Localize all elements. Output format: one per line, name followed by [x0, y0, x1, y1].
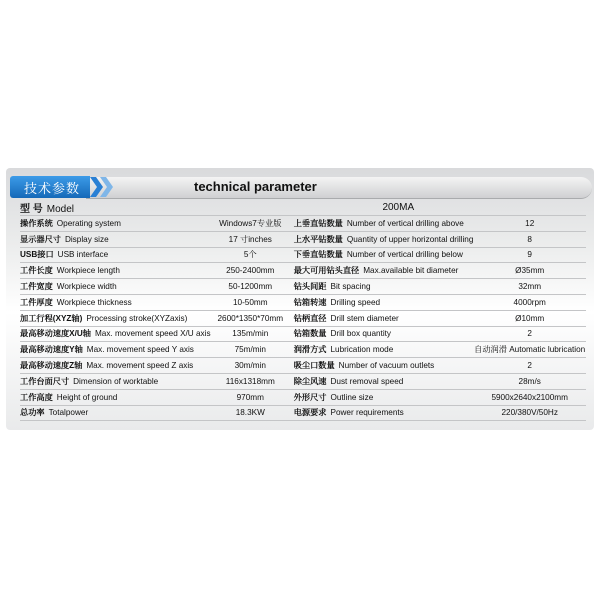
model-row [20, 199, 586, 216]
spec-label-cn: 总功率 [20, 408, 45, 418]
spec-value-left: 50-1200mm [228, 282, 273, 292]
spec-label-right [294, 405, 474, 421]
model-label-cn: 型 号 [20, 203, 43, 215]
spec-table [20, 199, 586, 421]
spec-label-cn: 最高移动速度Z轴 [20, 361, 83, 371]
spec-label-left [20, 310, 211, 326]
table-row [20, 231, 586, 247]
spec-label-cn: 钻箱数量 [293, 329, 327, 339]
spec-label-cn: 上水平钻数量 [293, 234, 343, 244]
spec-label-en: Bit spacing [330, 282, 371, 292]
spec-label-cn: 工作高度 [20, 392, 53, 402]
spec-label-cn: 上垂直钻数量 [293, 218, 343, 228]
spec-value-right: 4000rpm [513, 297, 546, 307]
spec-value-right: 32mm [518, 282, 542, 292]
spec-value-right: Ø35mm [515, 266, 545, 276]
section-header [10, 176, 588, 198]
spec-label-cn: 工作台面尺寸 [20, 376, 70, 386]
spec-value-right: 2 [527, 329, 532, 339]
spec-value-left: 10-50mm [232, 297, 268, 307]
spec-value-left: Windows7专业版 [219, 218, 282, 228]
spec-label-right [294, 326, 474, 342]
spec-label-cn: 润滑方式 [293, 345, 327, 355]
spec-label-left [20, 389, 211, 405]
spec-label-en: Drilling speed [330, 297, 381, 307]
table-row [20, 294, 586, 310]
spec-label-cn: 外形尺寸 [293, 392, 327, 402]
spec-label-left [20, 279, 211, 295]
spec-label-left [20, 247, 211, 263]
spec-value-right: 28m/s [518, 376, 541, 386]
spec-value-right: 5900x2640x2100mm [491, 392, 568, 402]
spec-value-left: 17 寸inches [228, 234, 272, 244]
spec-label-en: Workpiece thickness [56, 297, 132, 307]
spec-value-left: 2600*1350*70mm [217, 313, 284, 323]
spec-label-cn: 钻箱转速 [293, 297, 327, 307]
table-row [20, 373, 586, 389]
spec-label-right [294, 358, 474, 374]
chevron-right-icon [100, 177, 114, 197]
model-label-en: Model [46, 203, 75, 215]
spec-label-cn: 加工行程(XYZ轴) [20, 313, 83, 323]
spec-label-en: Quantity of upper horizontal drilling [346, 234, 474, 244]
spec-label-right [294, 247, 474, 263]
spec-value-left: 250-2400mm [226, 266, 275, 276]
spec-value-left: 135m/min [232, 329, 269, 339]
spec-value-left: 75m/min [234, 345, 266, 355]
spec-label-cn: 钻头间距 [293, 282, 327, 292]
header-title-cn: 技术参数 [24, 181, 81, 196]
spec-label-left [20, 294, 211, 310]
spec-value-right: 2 [527, 361, 532, 371]
spec-label-en: Power requirements [330, 408, 404, 418]
spec-label-en: Dust removal speed [330, 376, 404, 386]
table-row [20, 358, 586, 374]
spec-label-cn: USB接口 [20, 250, 54, 260]
spec-value-right: 220/380V/50Hz [501, 408, 558, 418]
spec-label-cn: 钻柄直径 [293, 313, 327, 323]
table-row [20, 216, 586, 232]
spec-label-cn: 工件厚度 [20, 297, 53, 307]
spec-label-right [294, 389, 474, 405]
spec-label-en: Display size [64, 234, 109, 244]
spec-label-left [20, 373, 211, 389]
model-value: 200MA [382, 201, 415, 213]
spec-label-en: Height of ground [56, 392, 118, 402]
table-row [20, 263, 586, 279]
spec-label-en: USB interface [57, 250, 109, 260]
spec-label-cn: 工件长度 [20, 266, 53, 276]
spec-label-left [20, 231, 211, 247]
spec-label-cn: 显示器尺寸 [20, 234, 61, 244]
spec-label-cn: 最高移动速度Y轴 [20, 345, 83, 355]
spec-label-right [294, 216, 474, 232]
spec-label-en: Workpiece length [56, 266, 120, 276]
spec-label-en: Number of vertical drilling above [346, 218, 464, 228]
spec-label-en: Totalpower [48, 408, 89, 418]
spec-label-right [294, 263, 474, 279]
spec-label-cn: 下垂直钻数量 [293, 250, 343, 260]
spec-label-en: Dimension of worktable [73, 376, 159, 386]
spec-label-en: Max. movement speed X/U axis [94, 329, 211, 339]
spec-label-left [20, 326, 211, 342]
spec-label-en: Max. movement speed Z axis [86, 361, 194, 371]
spec-value-right: 9 [527, 250, 532, 260]
spec-label-left [20, 263, 211, 279]
spec-label-left [20, 342, 211, 358]
spec-label-cn: 工件宽度 [20, 282, 53, 292]
spec-value-left: 18.3KW [235, 408, 265, 418]
spec-value-left: 30m/min [234, 361, 266, 371]
header-title-en: technical parameter [194, 179, 317, 194]
spec-label-en: Max.available bit diameter [363, 266, 459, 276]
spec-value-left: 116x1318mm [225, 376, 275, 386]
spec-label-en: Outline size [330, 392, 374, 402]
spec-label-cn: 电源要求 [293, 408, 327, 418]
spec-label-right [294, 342, 474, 358]
table-row [20, 342, 586, 358]
spec-label-en: Number of vacuum outlets [338, 361, 435, 371]
spec-label-cn: 除尘风速 [293, 376, 327, 386]
spec-label-en: Operating system [56, 218, 121, 228]
spec-value-right: 8 [527, 234, 532, 244]
spec-label-cn: 最大可用钻头直径 [293, 266, 360, 276]
spec-label-right [294, 279, 474, 295]
header-tab [10, 176, 90, 198]
spec-label-cn: 最高移动速度X/U轴 [20, 329, 91, 339]
table-row [20, 310, 586, 326]
header-bar [86, 177, 592, 199]
spec-value-right: 12 [525, 218, 535, 228]
spec-label-en: Workpiece width [56, 282, 117, 292]
table-row [20, 279, 586, 295]
spec-label-en: Lubrication mode [330, 345, 394, 355]
table-row [20, 389, 586, 405]
table-row [20, 405, 586, 421]
table-row [20, 247, 586, 263]
spec-label-right [294, 294, 474, 310]
spec-label-cn: 操作系统 [20, 218, 53, 228]
spec-label-en: Processing stroke(XYZaxis) [86, 313, 188, 323]
spec-label-cn: 吸尘口数量 [293, 361, 335, 371]
spec-label-right [294, 310, 474, 326]
spec-label-left [20, 358, 211, 374]
spec-label-en: Drill box quantity [330, 329, 392, 339]
spec-label-en: Number of vertical drilling below [346, 250, 463, 260]
spec-value-right: Ø10mm [515, 313, 545, 323]
spec-value-left: 5个 [243, 250, 257, 260]
table-row [20, 326, 586, 342]
spec-value-left: 970mm [236, 392, 264, 402]
spec-label-left [20, 216, 211, 232]
spec-label-right [294, 373, 474, 389]
spec-value-right: 自动润滑 Automatic lubrication [474, 345, 586, 355]
spec-label-en: Drill stem diameter [330, 313, 399, 323]
spec-label-right [294, 231, 474, 247]
spec-label-en: Max. movement speed Y axis [86, 345, 194, 355]
spec-label-left [20, 405, 211, 421]
